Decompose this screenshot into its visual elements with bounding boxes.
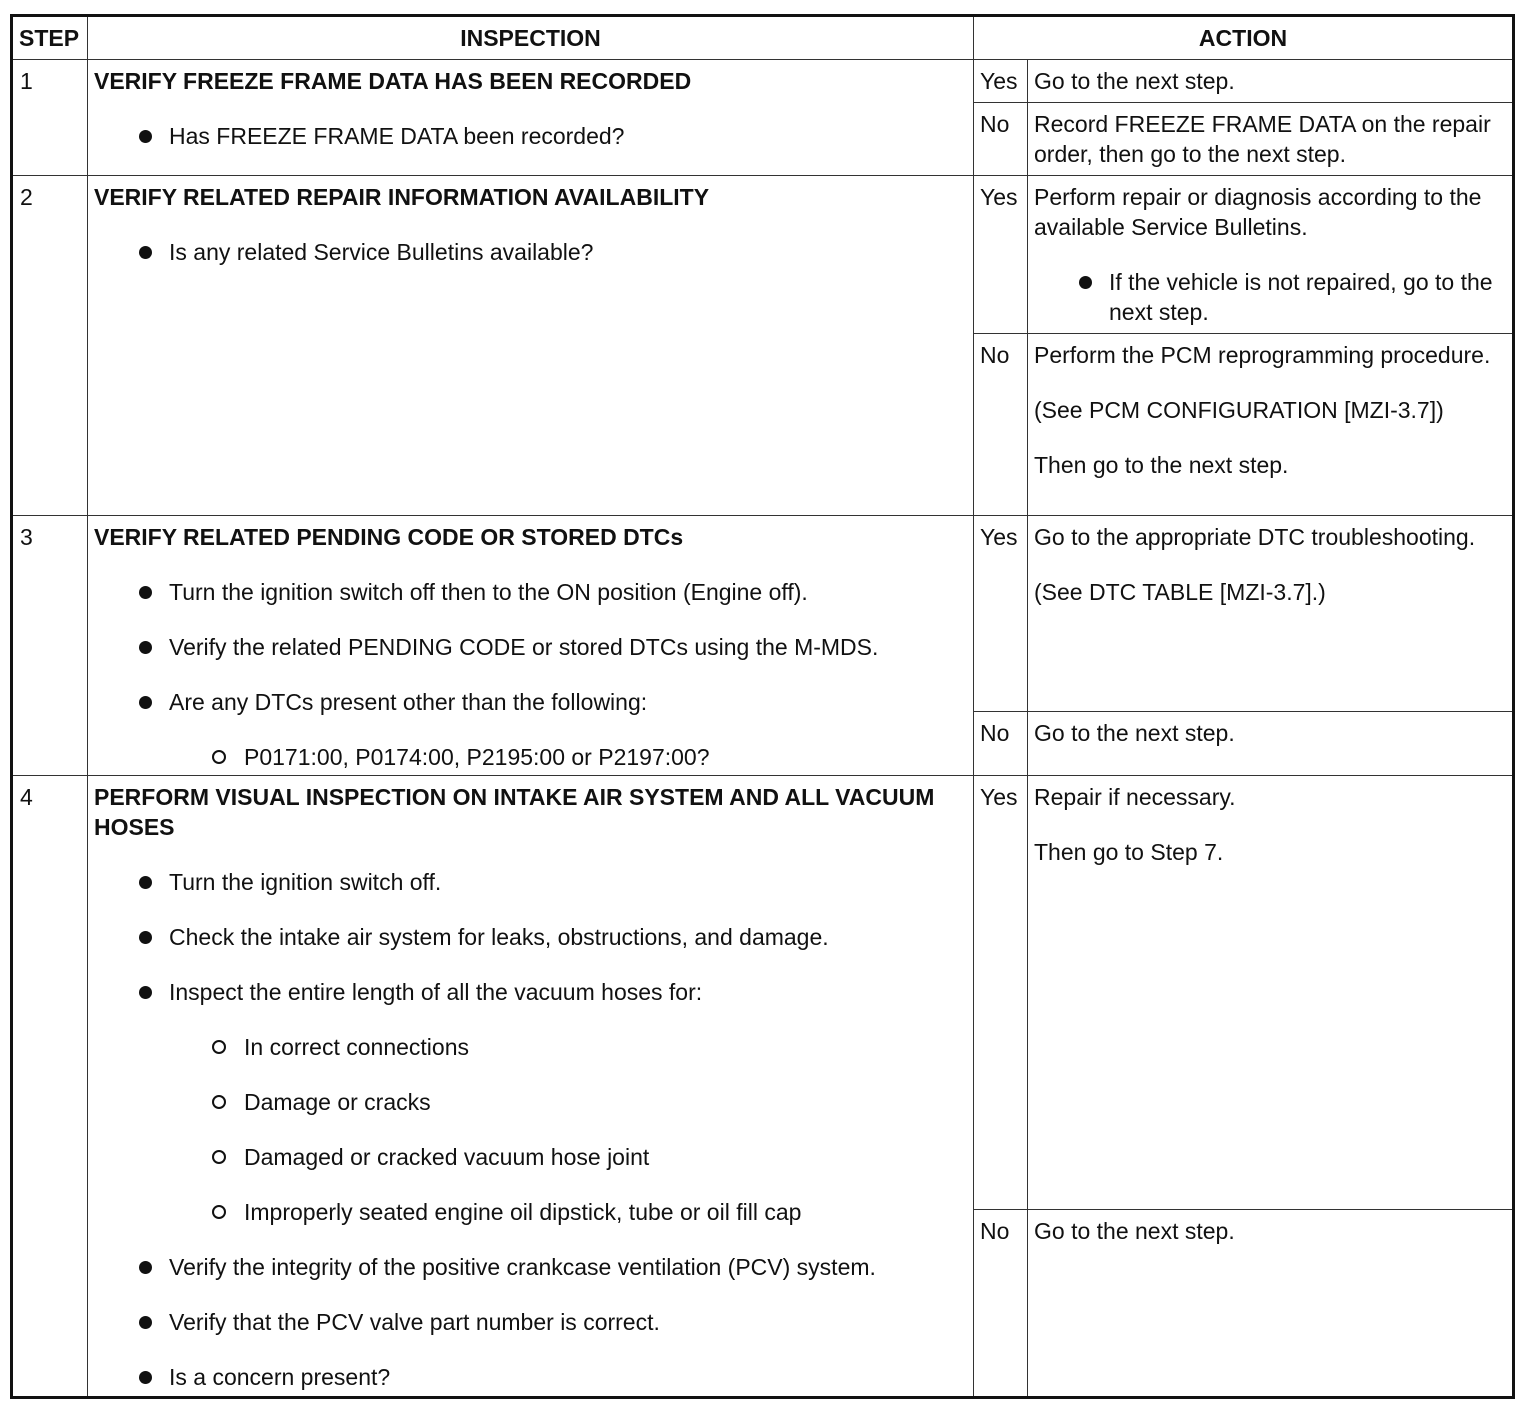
bullet-item: Turn the ignition switch off then to the ON position (Engine off). [94,577,965,607]
no-label: No [974,334,1028,516]
header-row [12,16,1514,60]
bullet-item: Are any DTCs present other than the following: [94,687,965,717]
bullet-item: Check the intake air system for leaks, obstructions, and damage. [94,922,965,952]
step-inspection [88,516,974,776]
sub-bullet-item: P0171:00, P0174:00, P2195:00 or P2197:00? [94,742,965,772]
sub-bullet-item: In correct connections [94,1032,965,1062]
no-action: Go to the next step. [1028,712,1514,776]
action-text: (See PCM CONFIGURATION [MZI-3.7]) [1034,397,1444,423]
bullet-item: Verify the integrity of the positive crankcase ventilation (PCV) system. [94,1252,965,1282]
step-title: VERIFY RELATED REPAIR INFORMATION AVAILABILITY [94,184,710,210]
action-text: Then go to the next step. [1034,452,1289,478]
step-title: PERFORM VISUAL INSPECTION ON INTAKE AIR SYSTEM AND ALL VACUUM HOSES [94,784,935,840]
bullet-item: Has FREEZE FRAME DATA been recorded? [94,121,965,151]
step-4-yes-row [12,776,1514,1210]
header-inspection: INSPECTION [88,16,974,60]
yes-label: Yes [974,176,1028,334]
bullet-item: Verify that the PCV valve part number is correct. [94,1307,965,1337]
bullet-item: Is any related Service Bulletins available? [94,237,965,267]
diagnostic-table [10,14,1515,1399]
sub-bullet-item: Improperly seated engine oil dipstick, tube or oil fill cap [94,1197,965,1227]
header-step: STEP [12,16,88,60]
action-bullet: If the vehicle is not repaired, go to the next step. [1034,267,1504,327]
bullet-item: Turn the ignition switch off. [94,867,965,897]
action-text: Perform the PCM reprogramming procedure. [1034,342,1491,368]
bullet-item: Inspect the entire length of all the vacuum hoses for: [94,977,965,1007]
sub-bullet-item: Damage or cracks [94,1087,965,1117]
yes-action [1028,176,1514,334]
action-text: Perform repair or diagnosis according to the available Service Bulletins. [1034,184,1482,240]
no-label: No [974,103,1028,176]
action-text: Repair if necessary. [1034,784,1236,810]
step-1-yes-row [12,60,1514,103]
action-text: Go to the appropriate DTC troubleshooting. [1034,524,1476,550]
yes-label: Yes [974,60,1028,103]
yes-label: Yes [974,776,1028,1210]
step-number: 1 [12,60,88,176]
step-title: VERIFY FREEZE FRAME DATA HAS BEEN RECORDED [94,68,692,94]
yes-action [1028,516,1514,712]
no-action [1028,334,1514,516]
yes-action [1028,776,1514,1210]
step-2-yes-row [12,176,1514,334]
header-action: ACTION [974,16,1514,60]
step-number: 4 [12,776,88,1398]
step-number: 2 [12,176,88,516]
no-label: No [974,1210,1028,1398]
step-inspection [88,60,974,176]
step-3-yes-row [12,516,1514,712]
step-inspection [88,176,974,516]
step-inspection [88,776,974,1398]
action-text: (See DTC TABLE [MZI-3.7].) [1034,579,1326,605]
yes-action: Go to the next step. [1028,60,1514,103]
bullet-item: Verify the related PENDING CODE or stored DTCs using the M-MDS. [94,632,965,662]
no-label: No [974,712,1028,776]
step-title: VERIFY RELATED PENDING CODE OR STORED DTCs [94,524,684,550]
yes-label: Yes [974,516,1028,712]
bullet-item: Is a concern present? [94,1362,965,1392]
no-action: Record FREEZE FRAME DATA on the repair order, then go to the next step. [1028,103,1514,176]
action-text: Then go to Step 7. [1034,839,1224,865]
no-action: Go to the next step. [1028,1210,1514,1398]
step-number: 3 [12,516,88,776]
sub-bullet-item: Damaged or cracked vacuum hose joint [94,1142,965,1172]
